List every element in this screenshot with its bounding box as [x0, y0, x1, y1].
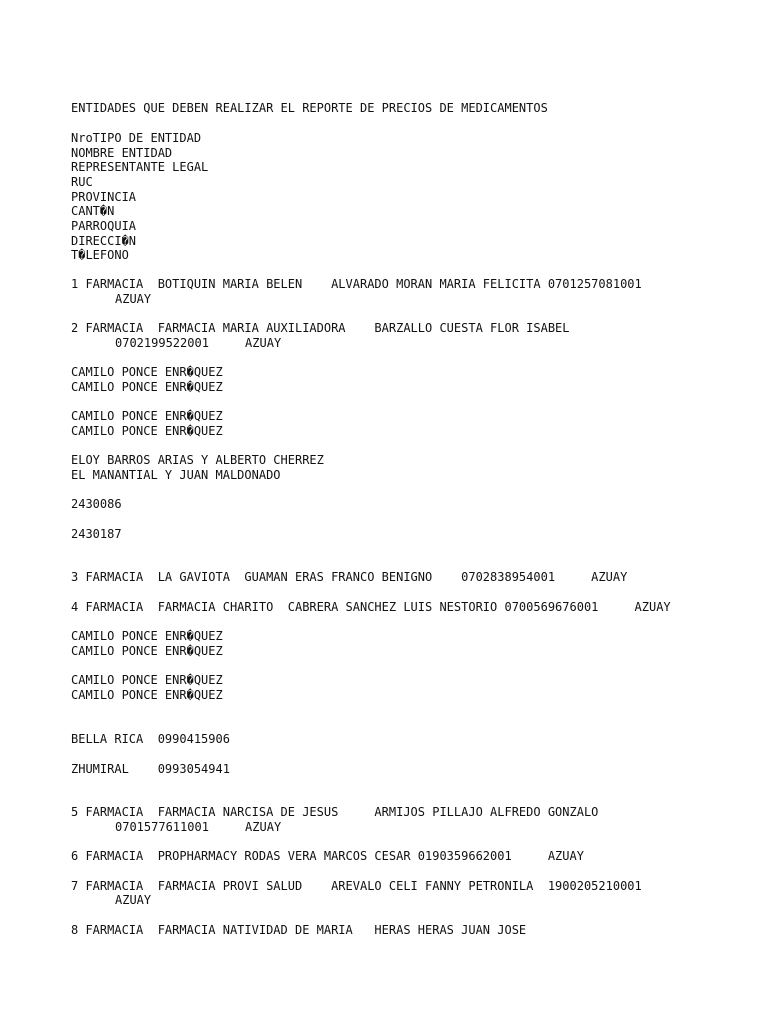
- column-header-direccion: DIRECCI�N: [71, 234, 137, 248]
- column-header-nro-tipo: NroTIPO DE ENTIDAD: [71, 131, 202, 145]
- entry-8-line: 8 FARMACIA FARMACIA NATIVIDAD DE MARIA HERAS HERAS JUAN JOSE: [71, 923, 527, 937]
- phone-line: 2430086: [71, 497, 122, 511]
- entry-5-line: 5 FARMACIA FARMACIA NARCISA DE JESUS ARMIJOS PILLAJO ALFREDO GONZALO: [71, 805, 599, 819]
- entry-5-ruc-province: 0701577611001 AZUAY: [115, 820, 282, 834]
- address-phone-line: ZHUMIRAL 0993054941: [71, 762, 230, 776]
- column-header-representante: REPRESENTANTE LEGAL: [71, 160, 209, 174]
- column-header-telefono: T�LEFONO: [71, 248, 129, 262]
- parroquia-line: CAMILO PONCE ENR�QUEZ: [71, 424, 223, 438]
- canton-line: CAMILO PONCE ENR�QUEZ: [71, 365, 223, 379]
- address-line: ELOY BARROS ARIAS Y ALBERTO CHERREZ: [71, 453, 324, 467]
- column-header-nombre-entidad: NOMBRE ENTIDAD: [71, 146, 173, 160]
- parroquia-line: CAMILO PONCE ENR�QUEZ: [71, 380, 223, 394]
- parroquia-line: CAMILO PONCE ENR�QUEZ: [71, 688, 223, 702]
- canton-line: CAMILO PONCE ENR�QUEZ: [71, 409, 223, 423]
- entry-4-line: 4 FARMACIA FARMACIA CHARITO CABRERA SANCHEZ LUIS NESTORIO 0700569676001 AZUAY: [71, 600, 671, 614]
- entry-7-line: 7 FARMACIA FARMACIA PROVI SALUD AREVALO CELI FANNY PETRONILA 1900205210001: [71, 879, 642, 893]
- entry-1-province: AZUAY: [115, 292, 152, 306]
- parroquia-line: CAMILO PONCE ENR�QUEZ: [71, 644, 223, 658]
- canton-line: CAMILO PONCE ENR�QUEZ: [71, 629, 223, 643]
- address-line: EL MANANTIAL Y JUAN MALDONADO: [71, 468, 281, 482]
- column-header-provincia: PROVINCIA: [71, 190, 137, 204]
- entry-6-line: 6 FARMACIA PROPHARMACY RODAS VERA MARCOS CESAR 0190359662001 AZUAY: [71, 849, 584, 863]
- document-title: ENTIDADES QUE DEBEN REALIZAR EL REPORTE DE PRECIOS DE MEDICAMENTOS: [71, 101, 548, 115]
- column-header-canton: CANT�N: [71, 204, 115, 218]
- entry-3-line: 3 FARMACIA LA GAVIOTA GUAMAN ERAS FRANCO BENIGNO 0702838954001 AZUAY: [71, 570, 628, 584]
- phone-line: 2430187: [71, 527, 122, 541]
- canton-line: CAMILO PONCE ENR�QUEZ: [71, 673, 223, 687]
- entry-2-ruc-province: 0702199522001 AZUAY: [115, 336, 282, 350]
- entry-7-province: AZUAY: [115, 893, 152, 907]
- column-header-parroquia: PARROQUIA: [71, 219, 137, 233]
- address-phone-line: BELLA RICA 0990415906: [71, 732, 230, 746]
- column-header-ruc: RUC: [71, 175, 93, 189]
- entry-2-line: 2 FARMACIA FARMACIA MARIA AUXILIADORA BARZALLO CUESTA FLOR ISABEL: [71, 321, 570, 335]
- entry-1-line: 1 FARMACIA BOTIQUIN MARIA BELEN ALVARADO MORAN MARIA FELICITA 0701257081001: [71, 277, 642, 291]
